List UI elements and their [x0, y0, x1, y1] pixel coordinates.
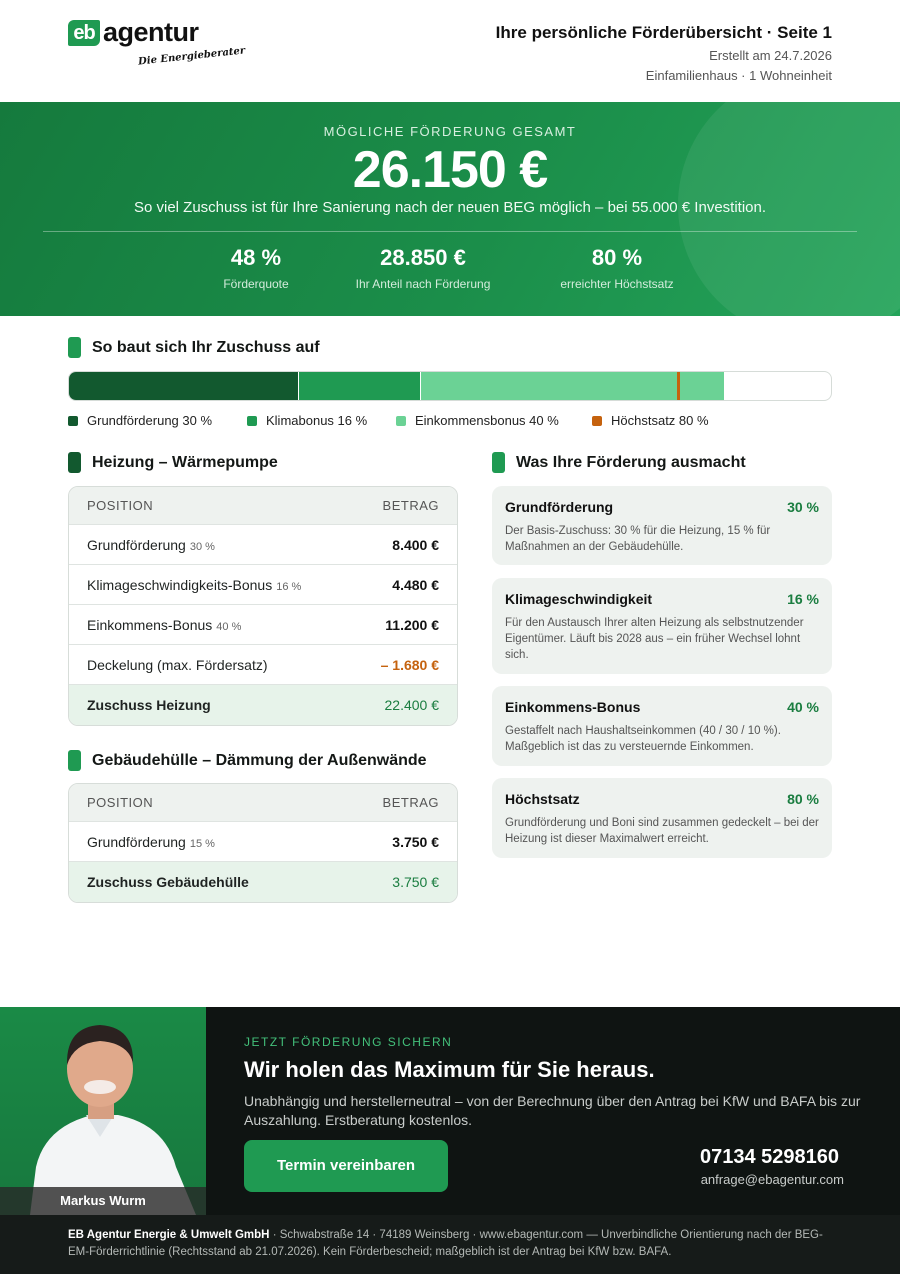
row-amount: 3.750 € — [392, 833, 439, 850]
funding-stack-bar — [68, 371, 832, 401]
heating-title — [68, 452, 278, 473]
cta-text: Unabhängig und herstellerneutral – von der Berechnung über den Antrag bei KfW und BAFA bis zur Auszahlung. Erstberatung kostenlos. — [244, 1093, 861, 1128]
stat-own-share — [343, 245, 503, 291]
card-text: Gestaffelt nach Haushaltseinkommen (40 / 30 / 10 %). Maßgeblich ist das zu versteuernde Einkommen. — [505, 725, 781, 753]
card-percent: 80 % — [787, 791, 819, 807]
card-title: Grundförderung — [505, 499, 614, 515]
legend-swatch — [247, 416, 257, 426]
legend-swatch — [68, 416, 78, 426]
legend-item — [247, 413, 367, 428]
card-percent: 40 % — [787, 699, 819, 715]
envelope-title — [68, 750, 427, 771]
company-logo — [68, 17, 246, 74]
stat-value: 28.850 € — [380, 245, 466, 270]
page-header — [0, 0, 900, 102]
total-funding-subtitle: So viel Zuschuss ist für Ihre Sanierung nach der neuen BEG möglich – bei 55.000 € Investition. — [133, 199, 767, 216]
book-appointment-button[interactable]: Termin vereinbaren — [244, 1140, 448, 1192]
card-text: Der Basis-Zuschuss: 30 % für die Heizung, 15 % für Maßnahmen an der Gebäudehülle. — [505, 525, 771, 553]
card-text: Grundförderung und Boni sind zusammen gedeckelt – bei der Heizung ist dieser Maximalwert erreicht. — [505, 817, 819, 845]
row-amount: 11.200 € — [385, 616, 439, 633]
stat-max-rate — [547, 245, 687, 291]
segment-klimabonus — [298, 372, 420, 400]
info-card-hoechstsatz — [492, 778, 832, 858]
row-percent: 30 % — [189, 540, 215, 553]
info-card-einkommen — [492, 686, 832, 766]
section-marker — [68, 337, 81, 358]
info-card-klima — [492, 578, 832, 674]
row-label: Klimageschwindigkeits-Bonus — [87, 576, 273, 593]
row-amount: 8.400 € — [392, 536, 439, 553]
advisor-photo — [0, 1007, 206, 1215]
total-funding-label: MÖGLICHE FÖRDERUNG GESAMT — [323, 124, 577, 139]
section-marker — [68, 750, 81, 771]
card-percent: 30 % — [787, 499, 819, 515]
legend-swatch — [396, 416, 406, 426]
legend-item — [68, 413, 212, 428]
cta-eyebrow: JETZT FÖRDERUNG SICHERN — [244, 1035, 453, 1049]
stat-funding-rate — [206, 245, 306, 291]
advisor-name: Markus Wurm — [0, 1187, 206, 1215]
col-position: POSITION — [87, 795, 154, 810]
table-row — [69, 822, 457, 862]
sum-label: Zuschuss Heizung — [87, 697, 211, 713]
legend-label: Klimabonus 16 % — [266, 413, 368, 428]
object-info: Einfamilienhaus · 1 Wohneinheit — [645, 68, 832, 83]
stat-label: Ihr Anteil nach Förderung — [355, 277, 491, 291]
table-header — [69, 784, 457, 822]
envelope-title-text: Gebäudehülle – Dämmung der Außenwände — [92, 751, 427, 769]
card-title: Höchstsatz — [505, 791, 580, 807]
logo-tagline: Die Energieberater — [137, 45, 246, 68]
section-marker — [68, 452, 81, 473]
section-marker — [492, 452, 505, 473]
row-label: Einkommens-Bonus — [87, 616, 213, 633]
sum-label: Zuschuss Gebäudehülle — [87, 874, 249, 890]
total-funding-amount: 26.150 € — [352, 141, 548, 199]
stat-label: Förderquote — [223, 277, 289, 291]
phone-number[interactable]: 07134 5298160 — [699, 1146, 839, 1168]
row-label: Deckelung (max. Fördersatz) — [87, 656, 268, 673]
stat-label: erreichter Höchstsatz — [560, 277, 674, 291]
row-label: Grundförderung — [87, 536, 186, 553]
col-amount: BETRAG — [382, 498, 439, 513]
segment-grundfoerderung — [69, 372, 298, 400]
row-amount: – 1.680 € — [380, 656, 439, 673]
advisor-portrait-icon — [0, 1007, 206, 1215]
row-label: Grundförderung — [87, 833, 186, 850]
explain-title-text: Was Ihre Förderung ausmacht — [516, 453, 746, 471]
stat-value: 80 % — [591, 245, 643, 270]
created-date: Erstellt am 24.7.2026 — [709, 48, 832, 63]
cap-marker — [677, 372, 680, 400]
breakdown-title-text: So baut sich Ihr Zuschuss auf — [92, 338, 320, 356]
table-header — [69, 487, 457, 525]
sum-amount: 22.400 € — [384, 697, 439, 713]
logo-wordmark: agentur — [103, 17, 199, 47]
breakdown-title — [68, 337, 320, 358]
legend-label: Grundförderung 30 % — [87, 413, 213, 428]
table-row — [69, 645, 457, 685]
footer-company: EB Agentur Energie & Umwelt GmbH — [68, 1229, 270, 1241]
card-title: Einkommens-Bonus — [505, 699, 641, 715]
envelope-table — [68, 783, 458, 903]
legend-item — [396, 413, 559, 428]
table-sum-row — [69, 862, 457, 902]
col-position: POSITION — [87, 498, 154, 513]
card-text: Für den Austausch Ihrer alten Heizung als selbstnutzender Eigentümer. Läuft bis 2028 aus – ein früher Wechsel lohnt sich. — [505, 617, 804, 661]
table-row — [69, 525, 457, 565]
stat-value: 48 % — [230, 245, 282, 270]
row-amount: 4.480 € — [392, 576, 439, 593]
col-amount: BETRAG — [382, 795, 439, 810]
sum-amount: 3.750 € — [392, 874, 439, 890]
row-percent: 40 % — [216, 620, 242, 633]
cta-section — [0, 1007, 900, 1215]
footer-text — [68, 1227, 838, 1261]
card-percent: 16 % — [787, 591, 819, 607]
logo-mark: eb — [68, 20, 100, 46]
explain-title — [492, 452, 746, 473]
table-sum-row — [69, 685, 457, 725]
cta-title: Wir holen das Maximum für Sie heraus. — [244, 1057, 655, 1082]
legend-swatch — [592, 416, 602, 426]
table-row — [69, 605, 457, 645]
heating-table — [68, 486, 458, 726]
legend-label: Höchstsatz 80 % — [611, 413, 709, 428]
email-link[interactable]: anfrage@ebagentur.com — [700, 1172, 844, 1187]
row-percent: 15 % — [189, 837, 215, 850]
legend-label: Einkommensbonus 40 % — [415, 413, 559, 428]
legend-item — [592, 413, 709, 428]
card-title: Klimageschwindigkeit — [505, 591, 653, 607]
info-card-grundfoerderung — [492, 486, 832, 565]
divider — [43, 231, 857, 232]
page-footer — [0, 1215, 900, 1274]
row-percent: 16 % — [276, 580, 302, 593]
document-title: Ihre persönliche Förderübersicht · Seite 1 — [495, 23, 832, 42]
heating-title-text: Heizung – Wärmepumpe — [92, 453, 278, 471]
total-funding-banner — [0, 102, 900, 316]
table-row — [69, 565, 457, 605]
footer-disclaimer: · Schwabstraße 14 · 74189 Weinsberg · www.ebagentur.com — Unverbindliche Orientierung nach der BEG-EM-Förderrichtlinie (Rechtsstand ab 21.07.2026). Kein Förderbescheid; maßgeblich ist der Antrag bei KfW bzw. BAFA. — [68, 1229, 823, 1258]
